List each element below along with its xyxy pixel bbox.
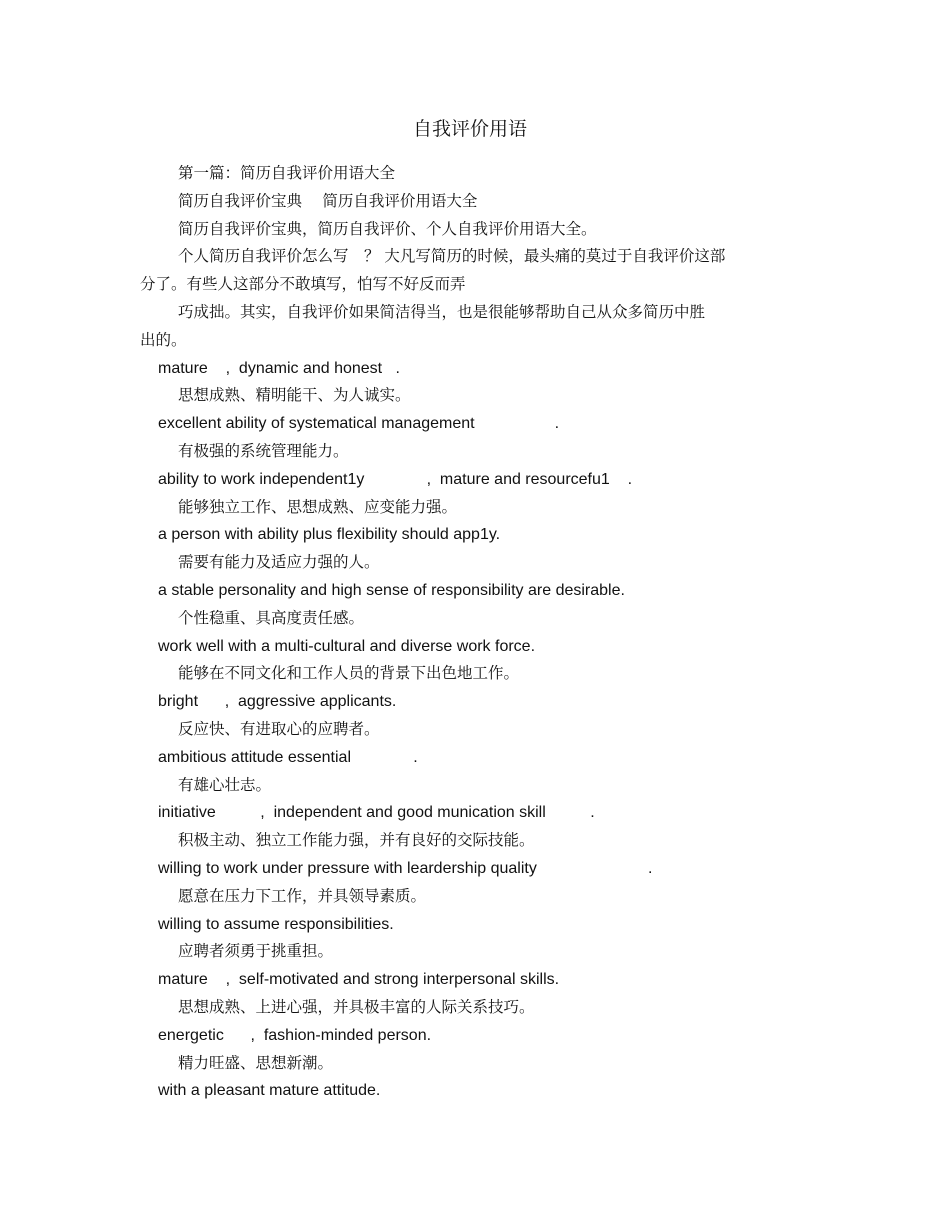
- chinese-text-line: 积极主动、独立工作能力强，并有良好的交际技能。: [178, 831, 535, 850]
- document-title: 自我评价用语: [412, 118, 527, 140]
- chinese-text-line: 巧成拙。其实，自我评价如果简洁得当，也是很能够帮助自己从众多简历中胜: [178, 302, 706, 321]
- chinese-text-line: 出的。: [140, 330, 187, 349]
- chinese-text-line: 个性稳重、具高度责任感。: [178, 608, 365, 627]
- chinese-text-line: 需要有能力及适应力强的人。: [178, 553, 380, 572]
- chinese-text-line: 简历自我评价宝典，简历自我评价、个人自我评价用语大全。: [178, 219, 597, 238]
- document-body: [140, 160, 800, 1105]
- english-phrase-line: excellent ability of systematical management .: [158, 415, 560, 433]
- chinese-text-line: 第一篇：简历自我评价用语大全: [178, 164, 396, 182]
- chinese-text-line: 愿意在压力下工作，并具领导素质。: [178, 886, 427, 905]
- english-phrase-line: with a pleasant mature attitude.: [158, 1082, 381, 1100]
- english-phrase-line: ability to work independent1y , mature and resourcefu1 .: [158, 470, 633, 488]
- english-phrase-line: ambitious attitude essential .: [158, 748, 418, 766]
- english-phrase-line: a person with ability plus flexibility should app1y.: [158, 526, 501, 544]
- english-phrase-line: a stable personality and high sense of responsibility are desirable.: [158, 581, 625, 599]
- chinese-text-line: 有雄心壮志。: [178, 775, 272, 794]
- english-phrase-line: mature , dynamic and honest .: [158, 359, 400, 377]
- chinese-text-line: 能够在不同文化和工作人员的背景下出色地工作。: [178, 664, 520, 683]
- english-phrase-line: bright , aggressive applicants.: [158, 693, 397, 711]
- chinese-text-line: 精力旺盛、思想新潮。: [178, 1053, 334, 1072]
- english-phrase-line: initiative , independent and good munication skill .: [158, 804, 595, 822]
- chinese-text-line: 应聘者须勇于挑重担。: [178, 942, 334, 961]
- chinese-text-line: 有极强的系统管理能力。: [178, 441, 349, 460]
- chinese-text-line: 反应快、有进取心的应聘者。: [178, 719, 380, 738]
- english-phrase-line: mature , self-motivated and strong interpersonal skills.: [158, 971, 560, 989]
- chinese-text-line: 思想成熟、上进心强，并具极丰富的人际关系技巧。: [178, 997, 535, 1016]
- chinese-text-line: 思想成熟、精明能干、为人诚实。: [178, 386, 411, 405]
- chinese-text-line: 能够独立工作、思想成熟、应变能力强。: [178, 497, 458, 516]
- chinese-text-line: 分了。有些人这部分不敢填写，怕写不好反而弄: [140, 275, 466, 294]
- chinese-text-line: 简历自我评价宝典 简历自我评价用语大全: [178, 191, 478, 210]
- english-phrase-line: willing to work under pressure with leardership quality .: [158, 859, 653, 877]
- chinese-text-line: 个人简历自我评价怎么写 ？ 大凡写简历的时候，最头痛的莫过于自我评价这部: [178, 247, 726, 266]
- english-phrase-line: energetic , fashion-minded person.: [158, 1026, 432, 1044]
- english-phrase-line: willing to assume responsibilities.: [158, 915, 394, 933]
- english-phrase-line: work well with a multi-cultural and diverse work force.: [158, 637, 536, 655]
